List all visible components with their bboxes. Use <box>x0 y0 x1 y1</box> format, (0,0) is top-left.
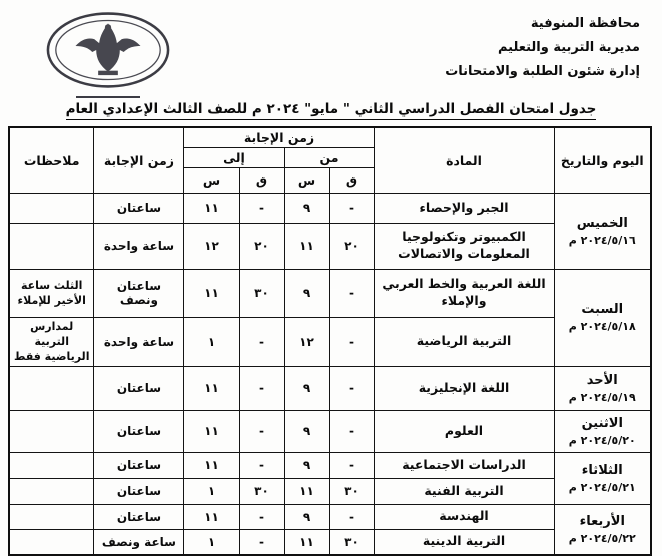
notes-cell <box>9 410 94 452</box>
day-date: ٢٠٢٤/٥/٢٢ م <box>568 531 636 545</box>
from-minute-cell: - <box>329 269 374 317</box>
notes-cell <box>9 452 94 478</box>
from-minute-cell: - <box>329 317 374 366</box>
subject-cell: التربية الرياضية <box>374 317 554 366</box>
from-minute-cell: - <box>329 193 374 223</box>
notes-cell <box>9 504 94 529</box>
table-row <box>9 269 651 317</box>
from-hour-cell: ١١ <box>284 478 329 504</box>
table-row <box>9 193 651 223</box>
title-row <box>10 98 652 120</box>
to-minute-cell: - <box>239 529 284 555</box>
from-hour-cell: ٩ <box>284 410 329 452</box>
to-hour-cell: ١ <box>184 478 239 504</box>
day-date: ٢٠٢٤/٥/١٦ م <box>568 233 636 247</box>
to-minute-cell: - <box>239 504 284 529</box>
org-header <box>445 12 640 84</box>
notes-cell <box>9 366 94 410</box>
duration-cell: ساعتان <box>94 193 184 223</box>
to-hour-cell: ١١ <box>184 504 239 529</box>
col-header-to-hour: س <box>184 167 239 193</box>
eagle-oval-emblem-icon <box>44 10 172 90</box>
to-minute-cell: ٣٠ <box>239 478 284 504</box>
col-header-to: إلى <box>184 147 284 167</box>
day-cell <box>554 410 651 452</box>
from-hour-cell: ١١ <box>284 223 329 269</box>
subject-cell: الكمبيوتر وتكنولوجيا المعلومات والاتصالات <box>374 223 554 269</box>
col-header-day: اليوم والتاريخ <box>554 127 651 193</box>
col-header-from: من <box>284 147 374 167</box>
duration-cell: ساعة واحدة <box>94 317 184 366</box>
org-line-directorate: مديرية التربية والتعليم <box>497 40 640 56</box>
day-cell <box>554 504 651 555</box>
to-hour-cell: ١١ <box>184 410 239 452</box>
to-hour-cell: ١١ <box>184 193 239 223</box>
notes-cell <box>9 193 94 223</box>
subject-cell: الدراسات الاجتماعية <box>374 452 554 478</box>
from-hour-cell: ٩ <box>284 193 329 223</box>
from-hour-cell: ١٢ <box>284 317 329 366</box>
to-minute-cell: ٢٠ <box>239 223 284 269</box>
to-minute-cell: - <box>239 366 284 410</box>
to-minute-cell: - <box>239 317 284 366</box>
day-cell <box>554 452 651 504</box>
table-row <box>9 410 651 452</box>
day-date: ٢٠٢٤/٥/١٩ م <box>568 390 636 404</box>
emblem-underline <box>76 96 140 98</box>
org-line-governorate: محافظة المنوفية <box>530 16 640 31</box>
to-minute-cell: - <box>239 193 284 223</box>
org-line-administration: إدارة شئون الطلبة والامتحانات <box>445 64 640 80</box>
to-minute-cell: - <box>239 452 284 478</box>
duration-cell: ساعة واحدة <box>94 223 184 269</box>
duration-cell: ساعتان <box>94 478 184 504</box>
to-hour-cell: ١٢ <box>184 223 239 269</box>
notes-cell: لمدارس التربية الرياضية فقط <box>9 317 94 366</box>
to-hour-cell: ١١ <box>184 269 239 317</box>
table-row <box>9 366 651 410</box>
from-minute-cell: - <box>329 452 374 478</box>
from-minute-cell: - <box>329 410 374 452</box>
ministry-emblem-icon <box>44 10 172 98</box>
subject-cell: الجبر والإحصاء <box>374 193 554 223</box>
day-name: الثلاثاء <box>581 462 623 478</box>
from-hour-cell: ٩ <box>284 366 329 410</box>
exam-schedule-table <box>8 126 652 556</box>
day-cell <box>554 193 651 269</box>
from-minute-cell: ٣٠ <box>329 529 374 555</box>
day-date: ٢٠٢٤/٥/٢٠ م <box>568 433 636 447</box>
from-hour-cell: ١١ <box>284 529 329 555</box>
to-hour-cell: ١ <box>184 529 239 555</box>
from-minute-cell: ٢٠ <box>329 223 374 269</box>
to-hour-cell: ١١ <box>184 452 239 478</box>
day-name: السبت <box>581 302 624 318</box>
notes-cell: الثلث ساعة الأخير للإملاء <box>9 269 94 317</box>
to-hour-cell: ١١ <box>184 366 239 410</box>
table-row <box>9 452 651 478</box>
masthead <box>10 6 652 96</box>
day-date: ٢٠٢٤/٥/٢١ م <box>568 480 636 494</box>
duration-cell: ساعتان <box>94 452 184 478</box>
subject-cell: اللغة الإنجليزية <box>374 366 554 410</box>
day-date: ٢٠٢٤/٥/١٨ م <box>568 320 636 334</box>
duration-cell: ساعتان <box>94 366 184 410</box>
col-header-to-minute: ق <box>239 167 284 193</box>
duration-cell: ساعتان <box>94 504 184 529</box>
from-minute-cell: - <box>329 366 374 410</box>
day-cell <box>554 269 651 366</box>
col-header-duration: زمن الإجابة <box>94 127 184 193</box>
subject-cell: اللغة العربية والخط العربي والإملاء <box>374 269 554 317</box>
col-header-notes: ملاحظات <box>9 127 94 193</box>
col-header-from-hour: س <box>284 167 329 193</box>
notes-cell <box>9 223 94 269</box>
from-minute-cell: - <box>329 504 374 529</box>
duration-cell: ساعتان ونصف <box>94 269 184 317</box>
from-hour-cell: ٩ <box>284 504 329 529</box>
from-minute-cell: ٣٠ <box>329 478 374 504</box>
from-hour-cell: ٩ <box>284 452 329 478</box>
col-header-answer-time: زمن الإجابة <box>184 127 374 147</box>
subject-cell: التربية الدينية <box>374 529 554 555</box>
duration-cell: ساعة ونصف <box>94 529 184 555</box>
from-hour-cell: ٩ <box>284 269 329 317</box>
day-name: الاثنين <box>581 415 623 431</box>
to-minute-cell: ٣٠ <box>239 269 284 317</box>
header-row-1 <box>9 127 651 147</box>
day-name: الأحد <box>586 372 618 388</box>
subject-cell: التربية الفنية <box>374 478 554 504</box>
day-name: الأربعاء <box>579 513 625 529</box>
subject-cell: العلوم <box>374 410 554 452</box>
day-name: الخميس <box>576 215 628 231</box>
table-row <box>9 504 651 529</box>
col-header-subject: المادة <box>374 127 554 193</box>
to-hour-cell: ١ <box>184 317 239 366</box>
day-cell <box>554 366 651 410</box>
to-minute-cell: - <box>239 410 284 452</box>
subject-cell: الهندسة <box>374 504 554 529</box>
col-header-from-minute: ق <box>329 167 374 193</box>
page-title: جدول امتحان الفصل الدراسي الثاني " مايو" ٢٠٢٤ م للصف الثالث الإعدادي العام <box>66 101 597 120</box>
duration-cell: ساعتان <box>94 410 184 452</box>
notes-cell <box>9 529 94 555</box>
notes-cell <box>9 478 94 504</box>
